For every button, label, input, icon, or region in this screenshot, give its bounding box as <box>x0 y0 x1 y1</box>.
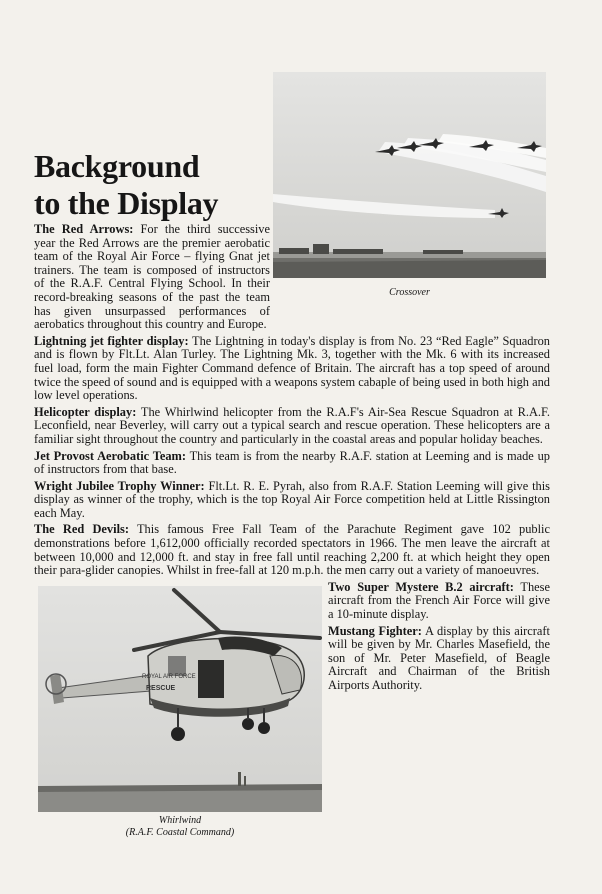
section-red-devils <box>34 523 550 577</box>
whirlwind-photo-space <box>34 584 328 837</box>
whirlwind-caption-line-1: Whirlwind <box>158 815 202 826</box>
title-line-2: to the Display <box>34 185 219 221</box>
article-body <box>34 223 550 837</box>
section-text: The Lightning in today's display is from No. 23 “Red Eagle” Squadron and is flown by Flt.Lt. Alan Turley. The Lightning Mk. 3, together with the Mk. 6 with its increased fuel load, form the main Fighter Command defence of Britain. The aircraft has a top speed of around twice the speed of sound and is equipped with a weapons system cabaple of being used in both high and low level operations. <box>34 333 550 403</box>
section-wright-trophy <box>34 480 550 521</box>
section-text: A display by this aircraft will be given by Mr. Charles Masefield, the son of Mr. Peter Masefield, of Beagle Aircraft and Chairman of the British Airports Authority. <box>328 623 550 692</box>
whirlwind-caption-line-2: (R.A.F. Coastal Command) <box>125 827 235 838</box>
page-title <box>34 148 264 222</box>
section-heading: The Red Arrows: <box>34 222 134 236</box>
section-heading: Mustang Fighter: <box>328 623 422 638</box>
crossover-photo-space <box>270 223 550 309</box>
section-text: These aircraft from the French Air Force will give a 10-minute display. <box>328 579 550 622</box>
section-heading: Wright Jubilee Trophy Winner: <box>34 478 205 493</box>
helicopter-marking-rescue: RESCUE <box>146 685 176 692</box>
section-heading: Lightning jet fighter display: <box>34 333 189 348</box>
section-lightning <box>34 335 550 403</box>
title-line-1: Background <box>34 148 200 184</box>
section-heading: The Red Devils: <box>34 522 129 537</box>
section-heading: Two Super Mystere B.2 aircraft: <box>328 579 514 594</box>
section-text: This team is from the nearby R.A.F. station at Leeming and is made up of instructors from that base. <box>34 448 550 477</box>
crossover-caption: Crossover <box>389 287 430 298</box>
section-heading: Jet Provost Aerobatic Team: <box>34 448 187 463</box>
helicopter-marking-raf: ROYAL AIR FORCE <box>142 674 196 680</box>
section-jet-provost <box>34 450 550 477</box>
section-text: The Whirlwind helicopter from the R.A.F's Air-Sea Rescue Squadron at R.A.F. Leconfield, near Beverley, will carry out a typical search and rescue operation. These helicopters are a familiar sight throughout the country and particularly in the coastal areas and popular holiday beaches. <box>34 404 550 446</box>
section-text: This famous Free Fall Team of the Parachute Regiment gave 102 public demonstrations before 1,612,000 officially recorded spectators in 1966. The men leave the aircraft at between 10,000 and 12,000 ft. and stay in free fall until reaching 2,200 ft. at which height they open their para-glider canopies. Whilst in free-fall at 120 m.p.h. the men carry out a variety of manoeuvres. <box>34 522 551 578</box>
section-helicopter <box>34 406 550 447</box>
section-heading: Helicopter display: <box>34 404 137 419</box>
section-text: Flt.Lt. R. E. Pyrah, also from R.A.F. Station Leeming will give this display as winner of the trophy, which is the top Royal Air Force competition held at Little Rissington each May. <box>34 478 550 520</box>
section-text: For the third successive year the Red Arrows are the premier aerobatic team of the Royal Air Force – flying Gnat jet trainers. The team is composed of instructors of the R.A.F. Central Flying School. In their record-breaking seasons of the past the team has given unsurpassed performances of aerobatics throughout this country and Europe. <box>34 222 270 332</box>
